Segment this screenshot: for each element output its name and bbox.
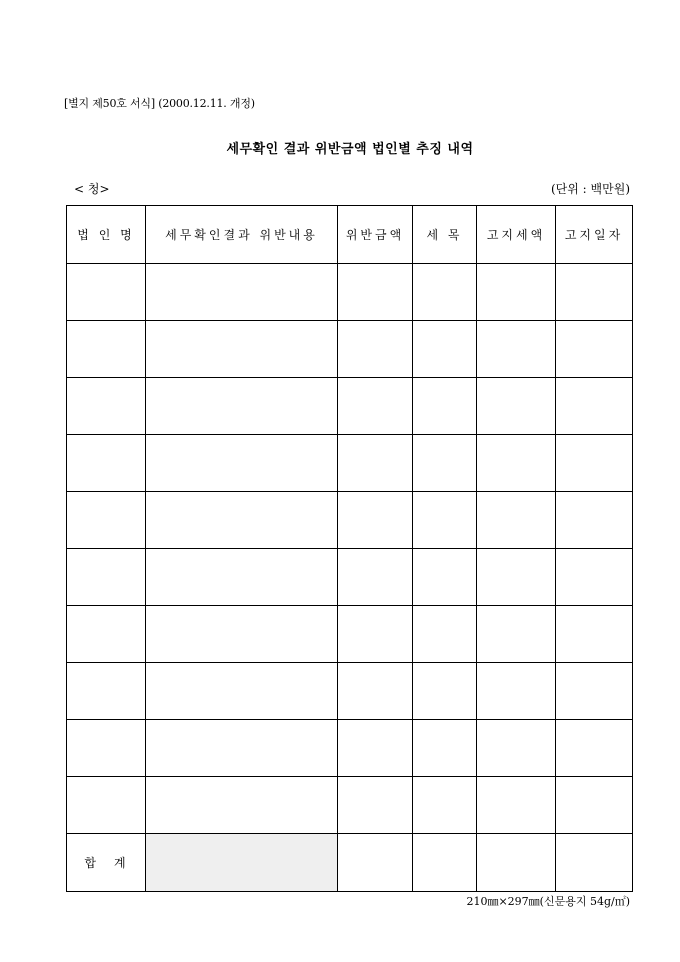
table-row — [67, 663, 633, 720]
cell-violation-amount — [338, 492, 413, 549]
cell-violation-amount — [338, 378, 413, 435]
cell-notice-date — [556, 777, 633, 834]
cell-notified-tax — [477, 549, 556, 606]
cell-violation-amount — [338, 720, 413, 777]
cell-corporation-name — [67, 492, 146, 549]
cell-corporation-name — [67, 264, 146, 321]
cell-notice-date — [556, 378, 633, 435]
header-notified-tax: 고지세액 — [477, 206, 556, 264]
cell-notice-date — [556, 321, 633, 378]
tax-recovery-table — [66, 205, 633, 892]
table-row — [67, 321, 633, 378]
cell-corporation-name — [67, 378, 146, 435]
cell-corporation-name — [67, 777, 146, 834]
cell-violation-amount — [338, 264, 413, 321]
cell-corporation-name — [67, 435, 146, 492]
cell-corporation-name — [67, 549, 146, 606]
total-tax-item — [413, 834, 477, 892]
total-notice-date — [556, 834, 633, 892]
cell-notified-tax — [477, 606, 556, 663]
cell-violation-amount — [338, 777, 413, 834]
cell-tax-item — [413, 264, 477, 321]
cell-violation-details — [146, 663, 338, 720]
header-corporation-name: 법 인 명 — [67, 206, 146, 264]
office-label: < 청> — [74, 182, 110, 196]
form-reference: [별지 제50호 서식] (2000.12.11. 개정) — [64, 97, 255, 110]
cell-tax-item — [413, 492, 477, 549]
cell-notified-tax — [477, 663, 556, 720]
cell-notified-tax — [477, 435, 556, 492]
table-row — [67, 606, 633, 663]
cell-tax-item — [413, 321, 477, 378]
table-row — [67, 435, 633, 492]
cell-corporation-name — [67, 663, 146, 720]
cell-violation-details — [146, 435, 338, 492]
unit-label: (단위 : 백만원) — [551, 182, 630, 196]
cell-tax-item — [413, 720, 477, 777]
header-tax-item: 세 목 — [413, 206, 477, 264]
header-violation-details: 세무확인결과 위반내용 — [146, 206, 338, 264]
table-row — [67, 492, 633, 549]
cell-tax-item — [413, 435, 477, 492]
cell-tax-item — [413, 777, 477, 834]
cell-notice-date — [556, 435, 633, 492]
table-row — [67, 378, 633, 435]
cell-violation-details — [146, 606, 338, 663]
cell-notice-date — [556, 720, 633, 777]
table-row — [67, 777, 633, 834]
table-header-row — [67, 206, 633, 264]
header-notice-date: 고지일자 — [556, 206, 633, 264]
cell-corporation-name — [67, 321, 146, 378]
cell-notice-date — [556, 492, 633, 549]
table-row — [67, 720, 633, 777]
cell-violation-details — [146, 492, 338, 549]
cell-tax-item — [413, 378, 477, 435]
table-row — [67, 549, 633, 606]
total-violation-amount — [338, 834, 413, 892]
cell-notified-tax — [477, 720, 556, 777]
cell-corporation-name — [67, 606, 146, 663]
document-title: 세무확인 결과 위반금액 법인별 추징 내역 — [226, 142, 474, 157]
cell-violation-amount — [338, 435, 413, 492]
cell-corporation-name — [67, 720, 146, 777]
cell-tax-item — [413, 663, 477, 720]
cell-notified-tax — [477, 777, 556, 834]
cell-violation-details — [146, 549, 338, 606]
cell-notice-date — [556, 663, 633, 720]
cell-notified-tax — [477, 378, 556, 435]
total-row — [67, 834, 633, 892]
cell-violation-details — [146, 777, 338, 834]
cell-tax-item — [413, 549, 477, 606]
header-violation-amount: 위반금액 — [338, 206, 413, 264]
cell-notified-tax — [477, 321, 556, 378]
cell-violation-details — [146, 321, 338, 378]
paper-spec-note: 210㎜×297㎜(신문용지 54g/㎡) — [466, 895, 630, 908]
cell-violation-amount — [338, 321, 413, 378]
cell-violation-amount — [338, 663, 413, 720]
total-label-part1: 합 — [84, 856, 98, 870]
cell-violation-details — [146, 378, 338, 435]
total-violation-details-shaded — [146, 834, 338, 892]
total-notified-tax — [477, 834, 556, 892]
cell-tax-item — [413, 606, 477, 663]
cell-notice-date — [556, 606, 633, 663]
total-label-part2: 계 — [114, 856, 128, 870]
cell-notified-tax — [477, 264, 556, 321]
total-label — [67, 834, 146, 892]
cell-violation-amount — [338, 606, 413, 663]
cell-notice-date — [556, 549, 633, 606]
cell-violation-details — [146, 720, 338, 777]
table-row — [67, 264, 633, 321]
cell-violation-details — [146, 264, 338, 321]
cell-notified-tax — [477, 492, 556, 549]
cell-violation-amount — [338, 549, 413, 606]
cell-notice-date — [556, 264, 633, 321]
